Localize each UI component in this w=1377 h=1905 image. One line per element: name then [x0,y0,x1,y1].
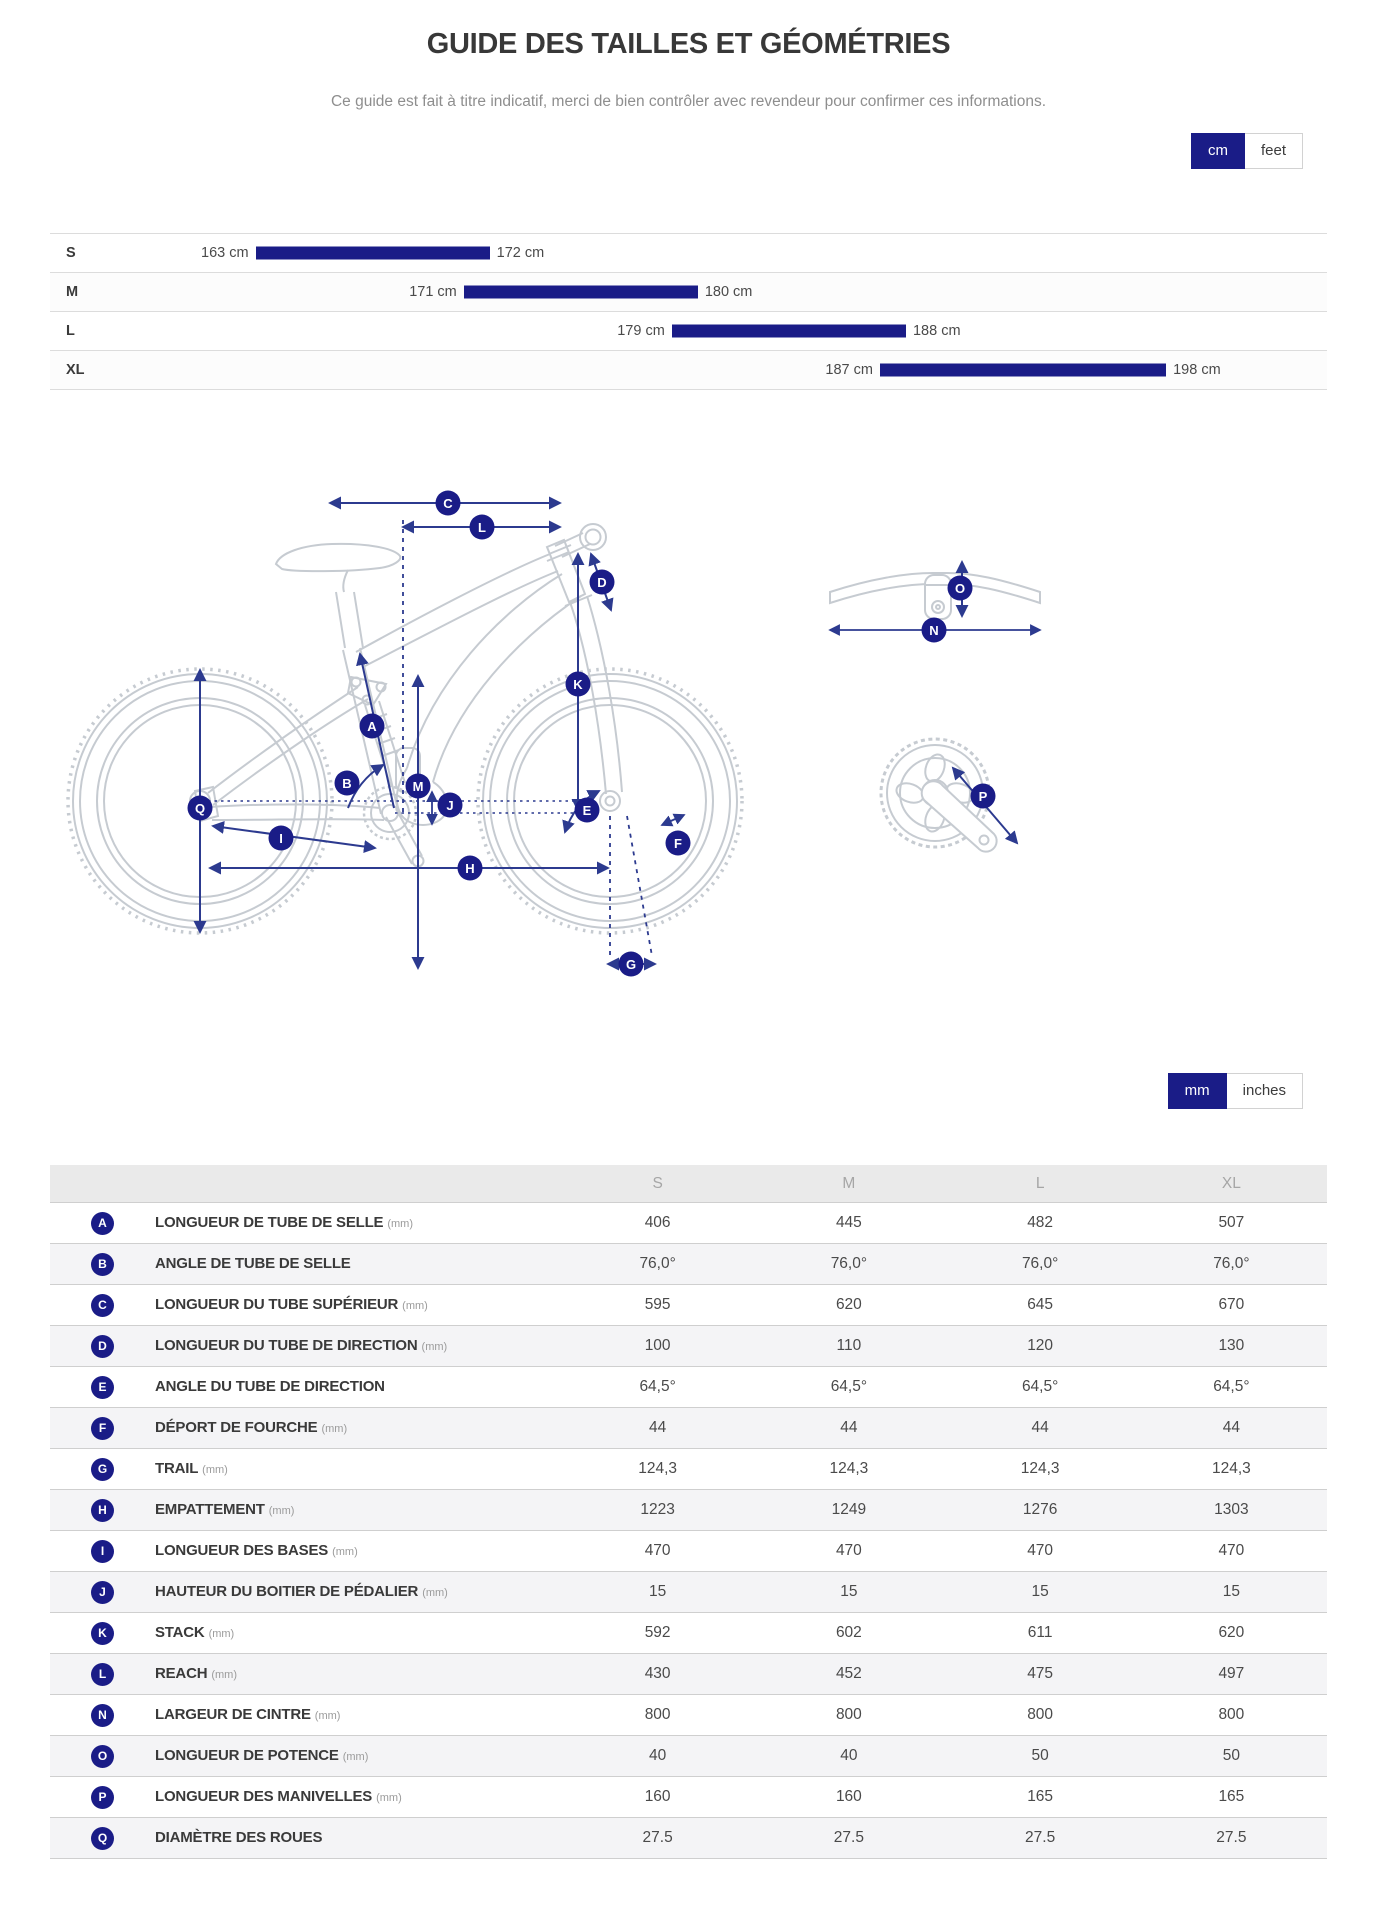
measurement-value: 124,3 [1020,1460,1060,1477]
svg-text:P: P [978,788,988,804]
svg-text:Q: Q [194,800,206,816]
measurement-value: 130 [1218,1337,1245,1354]
unit-option-cm[interactable]: cm [1191,133,1245,169]
measurement-value: 1276 [1022,1501,1058,1518]
measurement-value: 76,0° [1213,1255,1250,1272]
range-min-label: 187 cm [825,362,873,378]
measurement-value: 470 [835,1542,862,1559]
letter-badge: I [91,1540,114,1563]
measurement-value: 620 [1218,1624,1245,1641]
letter-badge: L [91,1663,114,1686]
size-row-XL [50,350,1327,389]
svg-text:B: B [342,775,352,791]
height-range-bar [256,247,490,260]
measurement-value: 40 [649,1747,667,1764]
size-row-M [50,272,1327,311]
measurement-value: 124,3 [1211,1460,1251,1477]
page-subtitle: Ce guide est fait à titre indicatif, merci de bien contrôler avec revendeur pour confirmer ces informations. [330,93,1047,110]
svg-text:G: G [625,956,637,972]
measurement-value: 44 [1222,1419,1240,1436]
range-max-label: 188 cm [912,323,961,339]
size-height-chart [50,233,1327,390]
measurement-value: 620 [835,1296,862,1313]
range-max-label: 172 cm [496,245,545,261]
measurement-value: 76,0° [639,1255,676,1272]
measurement-value: 40 [840,1747,858,1764]
table-row-O [50,1736,1327,1777]
top-tube [356,554,558,667]
chainstay [210,804,384,820]
range-min-label: 171 cm [409,284,457,300]
letter-badge: O [91,1745,114,1768]
measurement-unit: (mm) [421,1341,448,1353]
measurement-value: 800 [1218,1706,1245,1723]
measurement-label: DÉPORT DE FOURCHE [155,1419,318,1436]
measurement-value: 64,5° [1021,1378,1059,1395]
measurement-value: 470 [644,1542,671,1559]
letter-badge: A [91,1212,114,1235]
size-label: S [66,245,76,261]
measurement-value: 44 [1031,1419,1049,1436]
measurement-value: 15 [840,1583,858,1600]
measurement-value: 470 [1218,1542,1245,1559]
table-row-P [50,1777,1327,1818]
letter-badge: N [91,1704,114,1727]
svg-text:E: E [582,802,592,818]
range-min-label: 179 cm [617,323,665,339]
measurement-label: HAUTEUR DU BOITIER DE PÉDALIER [155,1583,419,1600]
letter-badge: D [91,1335,114,1358]
svg-text:D: D [597,574,607,590]
measurement-value: 592 [644,1624,671,1641]
measurement-unit: (mm) [202,1464,228,1476]
column-header-S: S [562,1165,753,1203]
svg-text:A: A [367,718,377,734]
geometry-table-header [50,1165,1327,1203]
measurement-value: 445 [835,1214,862,1231]
measurement-arrows [200,503,1040,968]
measurement-value: 44 [649,1419,667,1436]
measurement-value: 76,0° [1021,1255,1059,1272]
measurement-value: 44 [840,1419,858,1436]
svg-text:K: K [573,676,583,692]
table-row-Q [50,1818,1327,1859]
measurement-value: 76,0° [830,1255,868,1272]
measurement-value: 27.5 [642,1829,673,1846]
measurement-value: 602 [835,1624,862,1641]
geometry-unit-toggle [50,1073,1303,1109]
measurement-value: 64,5° [830,1378,868,1395]
rider-height-unit-toggle [50,133,1303,169]
measurement-value: 475 [1027,1665,1054,1682]
measurement-value: 800 [1027,1706,1054,1723]
measurement-unit: (mm) [422,1587,448,1599]
measurement-unit: (mm) [387,1218,414,1230]
measurement-value: 670 [1218,1296,1245,1313]
letter-badge: K [91,1622,114,1645]
bike-line-art [68,524,1040,933]
table-row-E [50,1367,1327,1408]
measurement-value: 64,5° [1213,1378,1250,1395]
diagram-marker-N [922,618,947,643]
measurement-value: 27.5 [1216,1829,1247,1846]
range-min-label: 163 cm [201,245,249,261]
dashed-steering-axis [627,816,652,956]
measurement-label: LONGUEUR DES MANIVELLES [155,1788,373,1805]
measurement-value: 470 [1027,1542,1054,1559]
measurement-label: LARGEUR DE CINTRE [155,1706,311,1723]
diagram-marker-M [406,774,431,799]
table-row-D [50,1326,1327,1367]
range-max-label: 198 cm [1173,362,1221,378]
measurement-value: 64,5° [639,1378,676,1395]
measurement-unit: (mm) [314,1710,341,1722]
table-row-L [50,1654,1327,1695]
seatpost [336,592,363,648]
table-row-G [50,1449,1327,1490]
diagram-marker-E [575,798,600,823]
column-header-M: M [753,1165,944,1203]
diagram-marker-H [458,856,483,881]
measurement-label: REACH [155,1665,208,1682]
measurement-label: LONGUEUR DE POTENCE [155,1747,339,1764]
svg-text:J: J [446,797,454,813]
table-row-N [50,1695,1327,1736]
table-row-I [50,1531,1327,1572]
measurement-value: 165 [1027,1788,1054,1805]
measurement-value: 27.5 [833,1829,864,1846]
svg-text:H: H [465,860,475,876]
measurement-unit: (mm) [208,1628,235,1640]
measurement-unit: (mm) [376,1792,402,1804]
table-row-F [50,1408,1327,1449]
height-range-bar [672,325,906,338]
diagram-marker-Q [188,796,213,821]
measurement-value: 120 [1027,1337,1054,1354]
measurement-label: LONGUEUR DE TUBE DE SELLE [155,1214,384,1231]
measurement-value: 124,3 [638,1460,678,1477]
measurement-label: ANGLE DE TUBE DE SELLE [155,1255,351,1272]
measurement-value: 1249 [831,1501,867,1518]
diagram-marker-F [666,831,691,856]
size-label: M [66,284,79,300]
size-row-L [50,311,1327,350]
measurement-unit: (mm) [268,1505,295,1517]
measurement-value: 645 [1027,1296,1054,1313]
geometry-table [50,1165,1327,1859]
measurement-unit: (mm) [321,1423,348,1435]
measurement-label: STACK [155,1624,205,1641]
measurement-value: 160 [644,1788,671,1805]
measurement-value: 452 [835,1665,862,1682]
measurement-unit: (mm) [342,1751,369,1763]
measurement-value: 497 [1218,1665,1245,1682]
column-header-L: L [945,1165,1136,1203]
page-title: GUIDE DES TAILLES ET GÉOMÉTRIES [426,28,951,60]
measurement-value: 406 [644,1214,671,1231]
measurement-value: 595 [644,1296,671,1313]
diagram-marker-I [269,826,294,851]
svg-text:C: C [443,495,453,511]
svg-text:F: F [674,835,682,851]
unit-option-mm[interactable]: mm [1168,1073,1227,1109]
measurement-value: 50 [1222,1747,1240,1764]
measurement-value: 1223 [640,1501,675,1518]
size-label: XL [66,362,85,378]
measurement-value: 15 [1222,1583,1240,1600]
measurement-value: 50 [1031,1747,1049,1764]
letter-badge: B [91,1253,114,1276]
letter-badge: E [91,1376,114,1399]
arrow-fork-offset-F [662,815,684,825]
measurement-value: 507 [1218,1214,1245,1231]
height-range-bar [464,286,698,299]
svg-text:N: N [929,622,939,638]
measurement-unit: (mm) [402,1300,428,1312]
measurement-label: LONGUEUR DU TUBE DE DIRECTION [155,1337,418,1354]
unit-option-feet[interactable]: feet [1245,133,1303,169]
measurement-label: ANGLE DU TUBE DE DIRECTION [155,1378,385,1395]
diagram-marker-C [436,491,461,516]
diagram-marker-G [619,952,644,977]
measurement-label: LONGUEUR DES BASES [155,1542,329,1559]
size-label: L [66,323,75,339]
measurement-label: LONGUEUR DU TUBE SUPÉRIEUR [155,1296,399,1313]
letter-badge: Q [91,1827,114,1850]
letter-badge: F [91,1417,114,1440]
letter-badge: H [91,1499,114,1522]
letter-badge: G [91,1458,114,1481]
letter-badge: J [91,1581,114,1604]
saddle [276,544,400,571]
svg-text:M: M [412,778,424,794]
bike-geometry-diagram [50,396,1327,1011]
diagram-marker-K [566,672,591,697]
front-wheel [478,669,742,933]
measurement-value: 15 [1031,1583,1049,1600]
measurement-value: 165 [1218,1788,1245,1805]
measurement-value: 124,3 [829,1460,869,1477]
letter-badge: C [91,1294,114,1317]
letter-badge: P [91,1786,114,1809]
diagram-marker-L [470,515,495,540]
diagram-marker-P [971,784,996,809]
diagram-marker-J [438,793,463,818]
measurement-value: 482 [1027,1214,1054,1231]
measurement-label: TRAIL [155,1460,199,1477]
table-row-K [50,1613,1327,1654]
range-max-label: 180 cm [704,284,753,300]
diagram-marker-B [335,771,360,796]
measurement-value: 160 [835,1788,862,1805]
height-range-bar [880,364,1166,377]
measurement-unit: (mm) [332,1546,358,1558]
table-row-B [50,1244,1327,1285]
table-row-C [50,1285,1327,1326]
table-row-J [50,1572,1327,1613]
diagram-marker-A [360,714,385,739]
measurement-unit: (mm) [211,1669,237,1681]
measurement-label: EMPATTEMENT [155,1501,265,1518]
svg-text:L: L [478,519,486,535]
measurement-value: 800 [644,1706,671,1723]
measurement-value: 100 [644,1337,671,1354]
measurement-label: DIAMÈTRE DES ROUES [155,1829,323,1846]
table-row-A [50,1203,1327,1244]
measurement-value: 27.5 [1025,1829,1056,1846]
measurement-value: 611 [1027,1624,1053,1641]
unit-option-inches[interactable]: inches [1227,1073,1303,1109]
measurement-value: 800 [835,1706,862,1723]
column-header-XL: XL [1136,1165,1327,1203]
measurement-value: 15 [649,1583,667,1600]
measurement-value: 1303 [1214,1501,1249,1518]
measurement-value: 430 [644,1665,671,1682]
diagram-marker-O [948,576,973,601]
svg-text:I: I [279,830,283,846]
measurement-value: 110 [836,1337,862,1354]
size-row-S [50,233,1327,272]
diagram-marker-D [590,570,615,595]
svg-text:O: O [954,580,966,596]
table-row-H [50,1490,1327,1531]
